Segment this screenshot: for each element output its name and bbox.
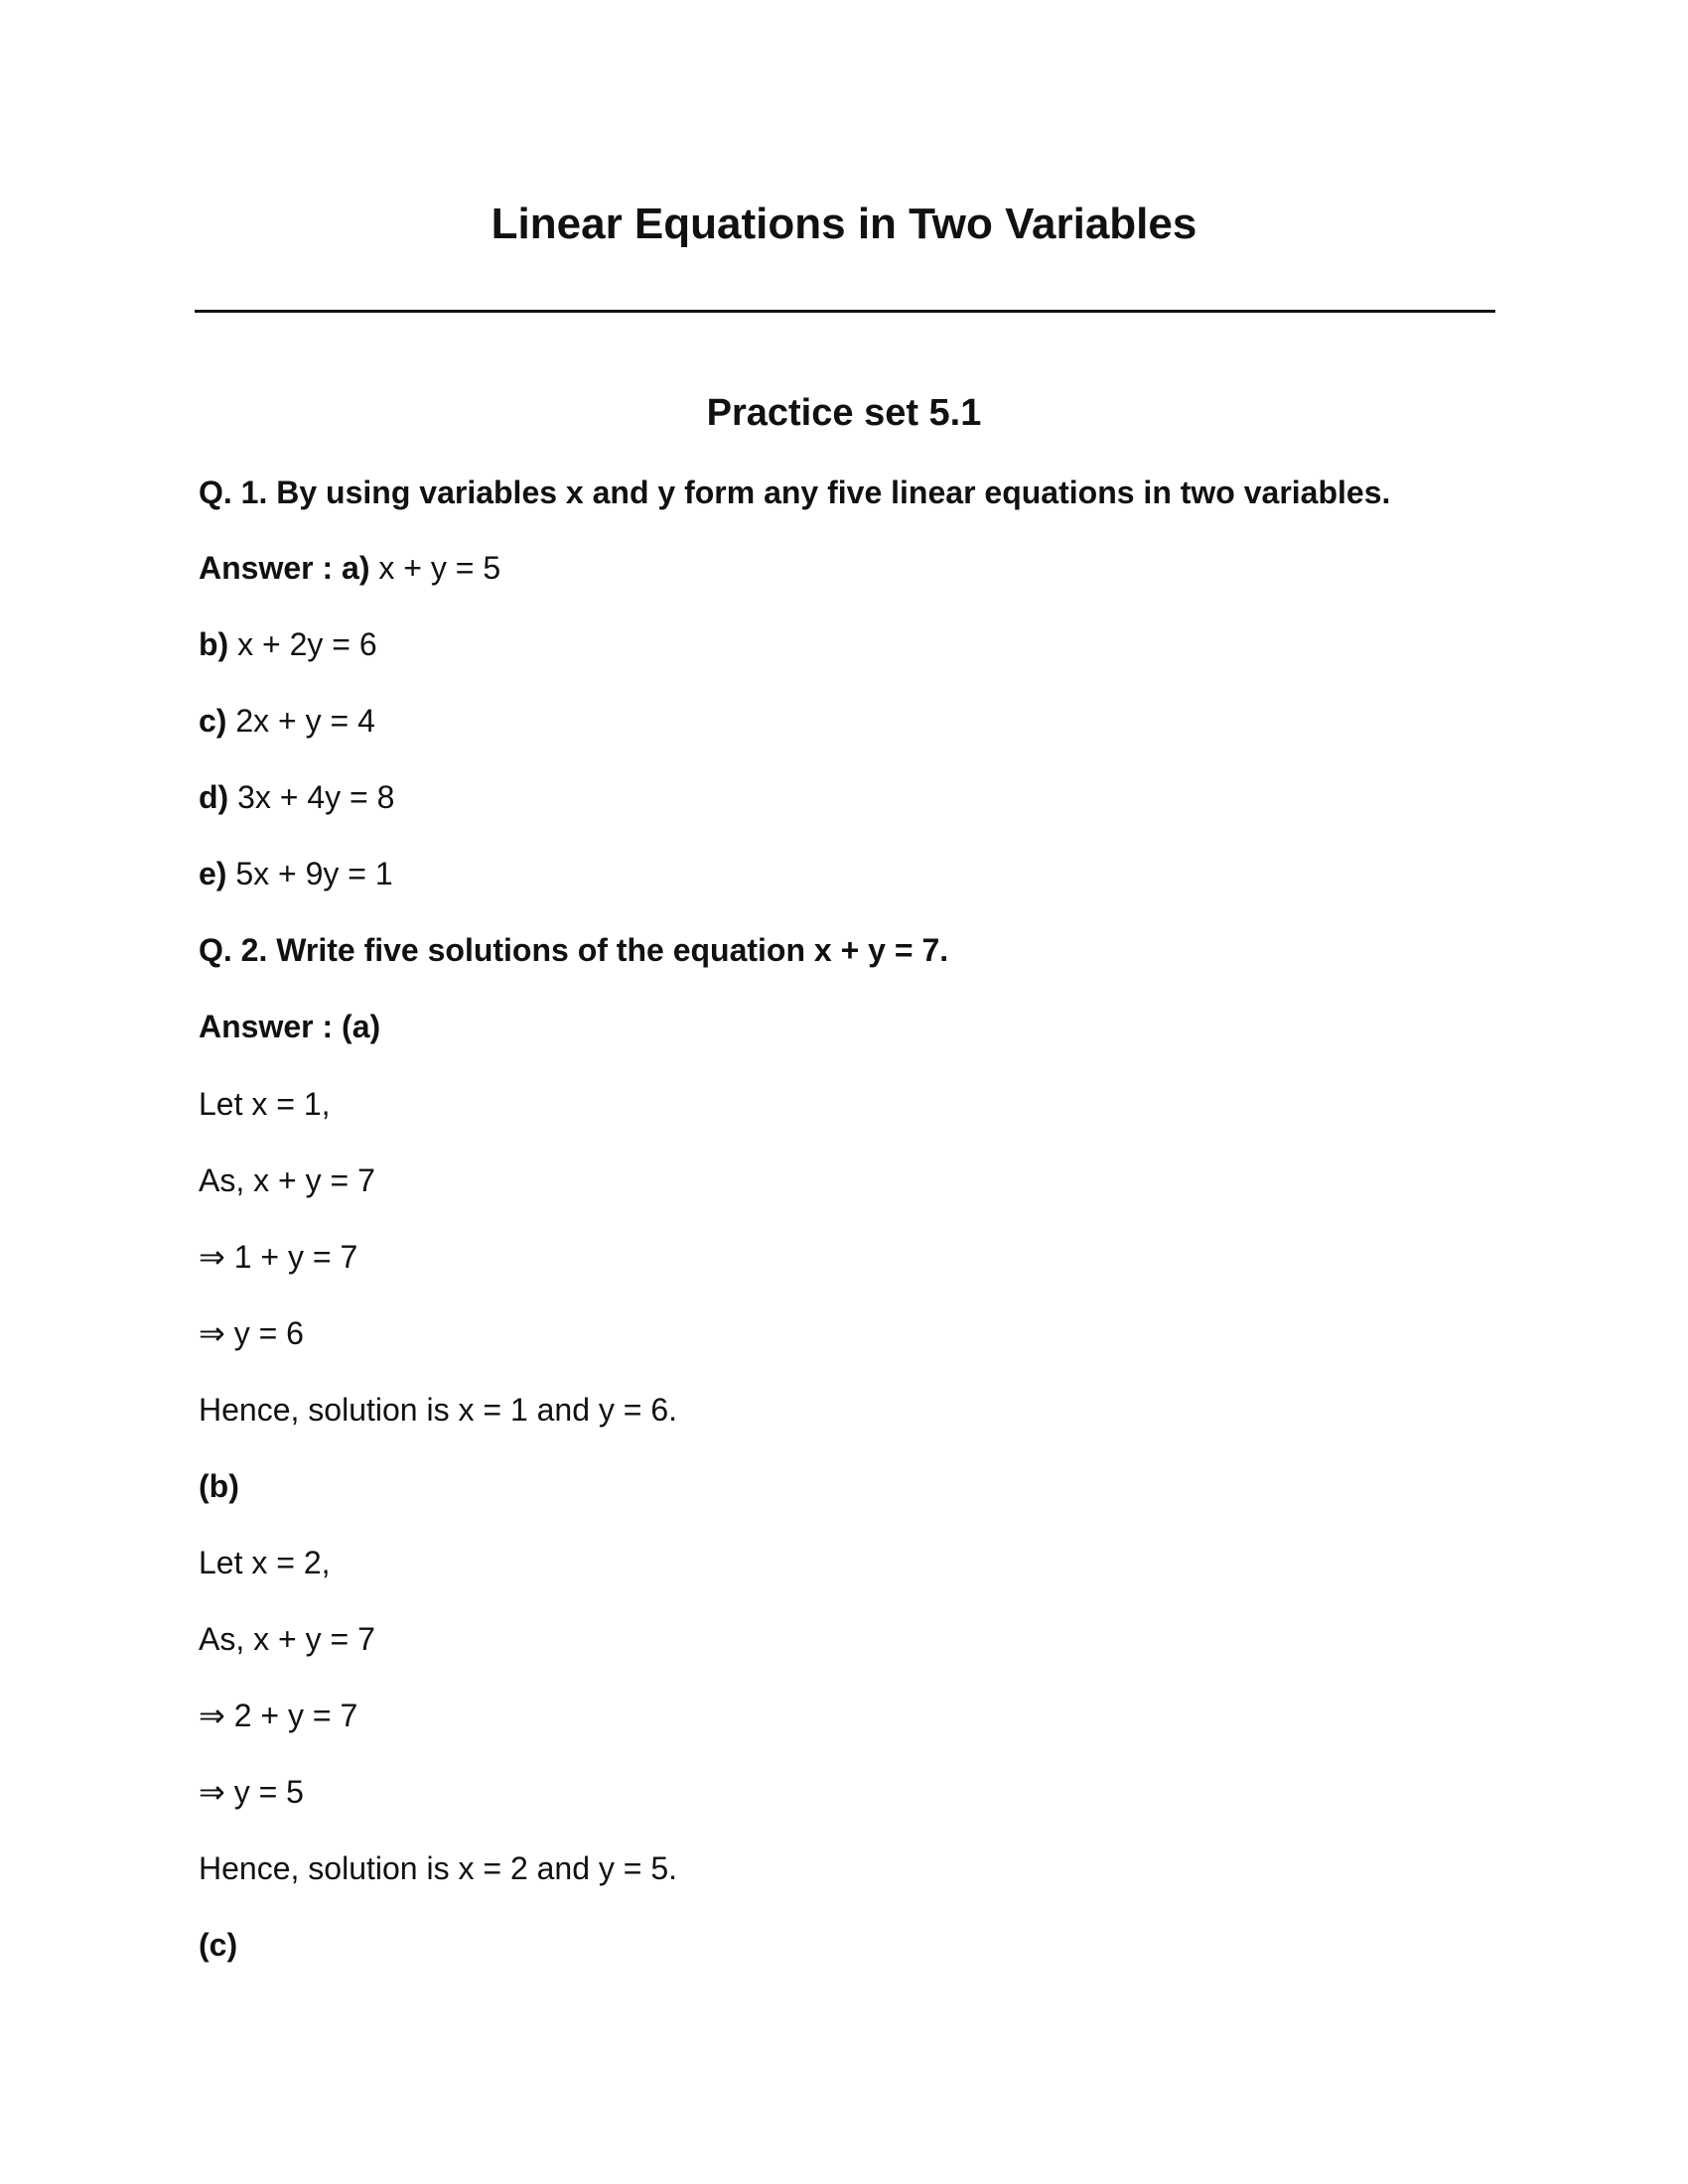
q2-part-a-step: Let x = 1,	[199, 1086, 331, 1122]
q2-part-b-step: ⇒ y = 5	[199, 1774, 304, 1810]
answer-label: Answer : a)	[199, 550, 370, 586]
answer-label: e)	[199, 856, 227, 891]
q2-part-b-step: As, x + y = 7	[199, 1621, 375, 1657]
q1-answer-c	[199, 699, 375, 743]
q2-part-c-label: (c)	[199, 1927, 238, 1963]
q2-part-b-conclusion: Hence, solution is x = 2 and y = 5.	[199, 1850, 678, 1886]
q1-answer-d	[199, 775, 394, 819]
equation-text: 2x + y = 4	[235, 703, 375, 739]
q1-answer-e	[199, 852, 393, 895]
q2-part-a-conclusion: Hence, solution is x = 1 and y = 6.	[199, 1392, 678, 1428]
q2-part-b-step: Let x = 2,	[199, 1545, 331, 1580]
document-title: Linear Equations in Two Variables	[491, 200, 1197, 248]
question-1: Q. 1. By using variables x and y form any five linear equations in two variables.	[199, 475, 1391, 510]
q2-part-a-step: ⇒ 1 + y = 7	[199, 1239, 358, 1275]
answer-label: d)	[199, 779, 229, 815]
equation-text: 3x + 4y = 8	[237, 779, 395, 815]
q1-answer-b	[199, 622, 377, 666]
practice-set-heading: Practice set 5.1	[706, 392, 982, 434]
question-2: Q. 2. Write five solutions of the equation x + y = 7.	[199, 932, 949, 968]
title-divider	[195, 310, 1495, 313]
q2-part-b-step: ⇒ 2 + y = 7	[199, 1698, 358, 1733]
equation-text: x + y = 5	[378, 550, 501, 586]
equation-text: x + 2y = 6	[237, 626, 377, 662]
q2-part-a-step: As, x + y = 7	[199, 1162, 375, 1198]
q2-answer-heading: Answer : (a)	[199, 1009, 381, 1044]
q1-answer-a	[199, 546, 500, 590]
answer-label: b)	[199, 626, 229, 662]
answer-label: c)	[199, 703, 227, 739]
q2-part-a-step: ⇒ y = 6	[199, 1315, 304, 1351]
q2-part-b-label: (b)	[199, 1468, 239, 1504]
equation-text: 5x + 9y = 1	[235, 856, 393, 891]
